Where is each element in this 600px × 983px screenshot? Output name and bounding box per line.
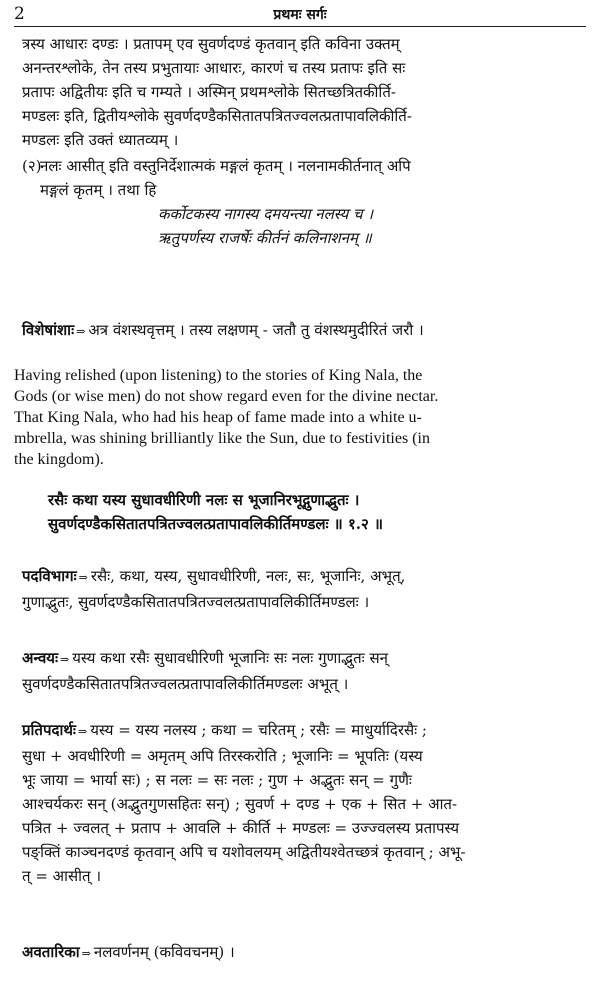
commentary-line: प्रतापः अद्वितीयः इति च गम्यते । अस्मिन् प्रथमश्लोके सितच्छत्रितकीर्ति- bbox=[22, 83, 396, 101]
avatarika-section bbox=[22, 940, 578, 966]
arrow-icon: ⇒ bbox=[78, 571, 88, 584]
page-number: 2 bbox=[14, 4, 25, 24]
pratipadartha-line: पङ्क्तिं काञ्चनदण्डं कृतवान् अपि च यशोवलयम् अद्वितीयश्वेतच्छत्रं कृतवान् ; अभू- bbox=[22, 843, 466, 861]
padavibhaga-line: रसैः, कथा, यस्य, सुधावधीरिणी, नलः, सः, भूजानिः, अभूत्, bbox=[90, 567, 406, 585]
commentary-line: अनन्तरश्लोके, तेन तस्य प्रभुतायाः आधारः, कारणं च तस्य प्रतापः इति सः bbox=[22, 59, 406, 77]
english-translation bbox=[14, 365, 586, 470]
avatarika-text: नलवर्णनम् (कविवचनम्) । bbox=[93, 943, 235, 961]
pratipadartha-line: त् = आसीत् । bbox=[22, 867, 102, 885]
commentary-continued bbox=[22, 32, 578, 152]
translation-line: the kingdom). bbox=[14, 451, 104, 468]
translation-line: Having relished (upon listening) to the stories of King Nala, the bbox=[14, 367, 423, 384]
anvaya-line: यस्य कथा रसैः सुधावधीरिणी भूजानिः सः नलः गुणाद्भुतः सन् bbox=[72, 649, 388, 667]
translation-line: Gods (or wise men) do not show regard even for the divine nectar. bbox=[14, 388, 439, 405]
pratipadartha-line: सुधा + अवधीरिणी = अमृतम् अपि तिरस्करोति ; भूजानिः = भूपतिः (यस्य bbox=[22, 747, 423, 765]
note-line: नलः आसीत् इति वस्तुनिर्देशात्मकं मङ्गलं कृतम् । नलनामकीर्तनात् अपि bbox=[40, 157, 411, 175]
anvaya-section bbox=[22, 646, 578, 696]
arrow-icon: ⇒ bbox=[76, 325, 86, 338]
anvaya-line: सुवर्णदण्डैकसितातपत्रितज्वलत्प्रतापावलिकीर्तिमण्डलः अभूत् । bbox=[22, 675, 349, 693]
arrow-icon: ⇒ bbox=[77, 725, 88, 738]
pratipadartha-line: आश्चर्यकरः सन् (अद्भुतगुणसहितः सन्) ; सुवर्ण + दण्ड + एक + सित + आत- bbox=[22, 795, 458, 813]
visheshamsha-label: विशेषांशाः bbox=[22, 321, 75, 339]
visheshamsha-section bbox=[22, 318, 578, 344]
pratipadartha-line: यस्य = यस्य नलस्य ; कथा = चरितम् ; रसैः = माधुर्यादिरसैः ; bbox=[90, 721, 427, 739]
note-2 bbox=[22, 154, 580, 250]
commentary-line: मण्डलः इति उक्तं ध्यातव्यम् । bbox=[22, 131, 179, 149]
anvaya-label: अन्वयः bbox=[22, 649, 59, 667]
quote-line: ऋतुपर्णस्य राजर्षेः कीर्तनं कलिनाशनम् ॥ bbox=[158, 229, 372, 247]
note-line: मङ्गलं कृतम् । तथा हि bbox=[40, 181, 157, 199]
running-title: प्रथमः सर्गः bbox=[273, 7, 327, 23]
arrow-icon: ⇒ bbox=[81, 947, 91, 960]
padavibhaga-section bbox=[22, 564, 578, 614]
quote-line: कर्कोटकस्य नागस्य दमयन्त्या नलस्य च । bbox=[158, 205, 374, 223]
page-header bbox=[14, 4, 586, 27]
visheshamsha-text: अत्र वंशस्थवृत्तम् । तस्य लक्षणम् - जतौ तु वंशस्थमुदीरितं जरौ । bbox=[88, 321, 424, 339]
pratipadartha-label: प्रतिपदार्थः bbox=[22, 721, 76, 739]
pratipadartha-line: पत्रित + ज्वलत् + प्रताप + आवलि + कीर्ति + मण्डलः = उज्ज्वलस्य प्रतापस्य bbox=[22, 819, 460, 837]
padavibhaga-label: पदविभागः bbox=[22, 567, 77, 585]
pratipadartha-section bbox=[22, 718, 578, 888]
pratipadartha-line: भूः जाया = भार्या सः) ; स नलः = सः नलः ; गुण + अद्भुतः सन् = गुणैः bbox=[22, 771, 412, 789]
commentary-line: मण्डलः इति, द्वितीयश्लोके सुवर्णदण्डैकसितातपत्रितज्वलत्प्रतापावलिकीर्ति- bbox=[22, 107, 412, 125]
note-number: (२) bbox=[22, 157, 42, 175]
verse bbox=[48, 488, 578, 536]
translation-line: mbrella, was shining brilliantly like the Sun, due to festivities (in bbox=[14, 430, 430, 447]
commentary-line: त्रस्य आधारः दण्डः । प्रतापम् एव सुवर्णदण्डं कृतवान् इति कविना उक्तम् bbox=[22, 35, 400, 53]
verse-line: सुवर्णदण्डैकसितातपत्रितज्वलत्प्रतापावलिकीर्तिमण्डलः ॥ १.२ ॥ bbox=[48, 515, 384, 533]
avatarika-label: अवतारिका bbox=[22, 943, 80, 961]
padavibhaga-line: गुणाद्भुतः, सुवर्णदण्डैकसितातपत्रितज्वलत्प्रतापावलिकीर्तिमण्डलः । bbox=[22, 593, 370, 611]
translation-line: That King Nala, who had his heap of fame made into a white u- bbox=[14, 409, 422, 426]
verse-line: रसैः कथा यस्य सुधावधीरिणी नलः स भूजानिरभूद्गुणाद्भुतः । bbox=[48, 491, 360, 509]
arrow-icon: ⇒ bbox=[60, 653, 70, 666]
